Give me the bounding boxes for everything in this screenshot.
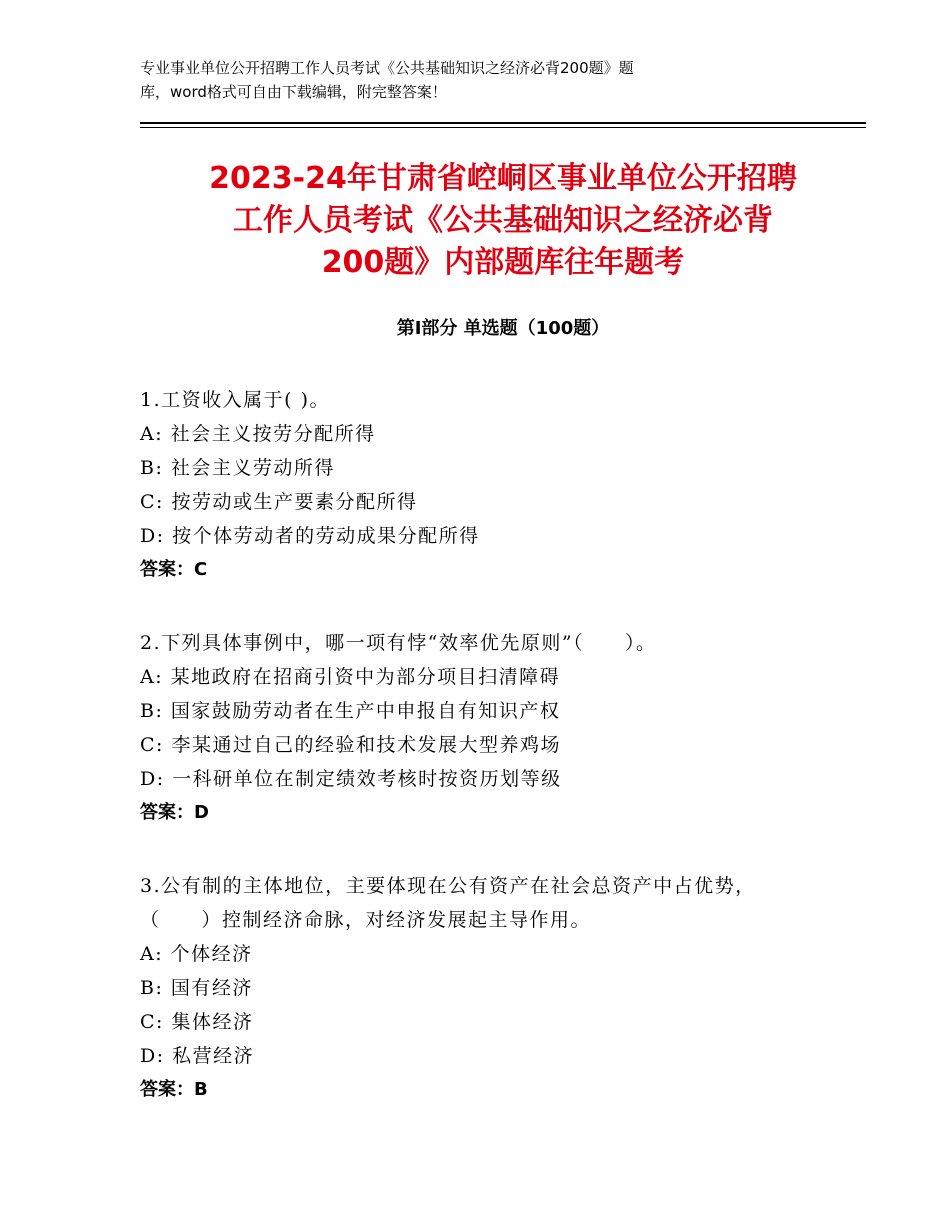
question-3 — [140, 869, 866, 1107]
header-note-line-2: 库，word格式可自由下载编辑，附完整答案！ — [140, 83, 447, 101]
question-option-a: A: 某地政府在招商引资中为部分项目扫清障碍 — [140, 666, 561, 688]
header-note-line-1: 专业事业单位公开招聘工作人员考试《公共基础知识之经济必背200题》题 — [140, 59, 634, 77]
question-list — [140, 383, 866, 1146]
question-1 — [140, 383, 866, 587]
question-option-b: B: 国家鼓励劳动者在生产中申报自有知识产权 — [140, 700, 561, 722]
header-rule-thin — [140, 127, 866, 128]
question-stem: 2.下列具体事例中，哪一项有悖“效率优先原则”（ ）。 — [140, 632, 657, 654]
header-rule-thick — [140, 122, 866, 124]
question-option-a: A: 个体经济 — [140, 943, 253, 965]
document-title-line-3: 200题》内部题库往年题考 — [321, 245, 685, 280]
question-stem: 1.工资收入属于( )。 — [140, 389, 330, 411]
question-option-b: B: 国有经济 — [140, 977, 253, 999]
question-option-c: C: 按劳动或生产要素分配所得 — [140, 491, 418, 513]
question-answer: 答案：B — [140, 1079, 208, 1100]
question-option-d: D: 私营经济 — [140, 1045, 255, 1067]
question-answer: 答案：D — [140, 802, 209, 823]
question-answer: 答案：C — [140, 559, 208, 580]
section-title: 第Ⅰ部分 单选题（100题） — [396, 318, 610, 339]
question-option-d: D: 一科研单位在制定绩效考核时按资历划等级 — [140, 768, 562, 790]
question-2 — [140, 626, 866, 830]
question-option-a: A: 社会主义按劳分配所得 — [140, 423, 376, 445]
document-title-line-1: 2023-24年甘肃省崆峒区事业单位公开招聘 — [209, 161, 797, 196]
question-stem-line-2: （ ）控制经济命脉，对经济发展起主导作用。 — [140, 909, 592, 931]
question-option-c: C: 集体经济 — [140, 1011, 254, 1033]
document-title — [140, 158, 866, 284]
question-option-c: C: 李某通过自己的经验和技术发展大型养鸡场 — [140, 734, 561, 756]
header-note — [140, 56, 770, 104]
document-title-line-2: 工作人员考试《公共基础知识之经济必背 — [233, 203, 773, 238]
question-option-b: B: 社会主义劳动所得 — [140, 457, 335, 479]
question-stem-line-1: 3.公有制的主体地位，主要体现在公有资产在社会总资产中占优势， — [140, 875, 756, 897]
question-option-d: D: 按个体劳动者的劳动成果分配所得 — [140, 525, 480, 547]
